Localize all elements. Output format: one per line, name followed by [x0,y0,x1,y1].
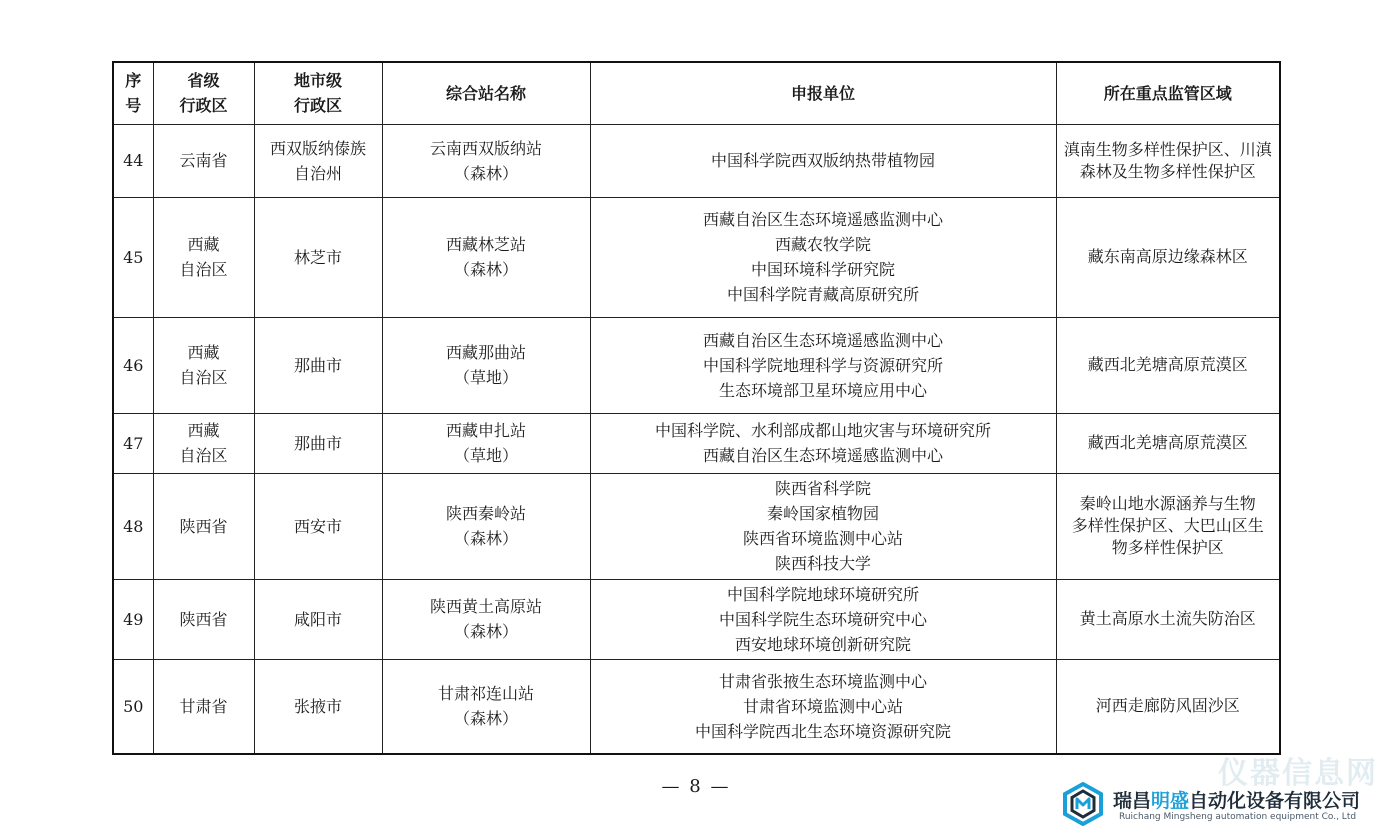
cell-region: 黄土高原水土流失防治区 [1056,579,1280,659]
cell-applicants: 中国科学院地球环境研究所 中国科学院生态环境研究中心 西安地球环境创新研究院 [590,579,1056,659]
cell-province: 云南省 [153,124,254,197]
cell-region: 藏西北羌塘高原荒漠区 [1056,317,1280,413]
table-row [113,317,1280,413]
company-logo [1063,782,1385,826]
company-subtitle: Ruichang Mingsheng automation equipment Co., Ltd [1119,812,1357,822]
cell-city: 咸阳市 [254,579,382,659]
header-station: 综合站名称 [382,62,590,124]
cell-city: 西安市 [254,473,382,579]
cell-region: 滇南生物多样性保护区、川滇 森林及生物多样性保护区 [1056,124,1280,197]
table-row [113,473,1280,579]
table-header-row [113,62,1280,124]
cell-city: 张掖市 [254,659,382,754]
cell-seq: 49 [113,579,153,659]
cell-applicants: 西藏自治区生态环境遥感监测中心 西藏农牧学院 中国环境科学研究院 中国科学院青藏高原研究所 [590,197,1056,317]
header-city: 地市级 行政区 [254,62,382,124]
cell-seq: 44 [113,124,153,197]
table-row [113,579,1280,659]
cell-applicants: 甘肃省张掖生态环境监测中心 甘肃省环境监测中心站 中国科学院西北生态环境资源研究院 [590,659,1056,754]
cell-station: 西藏那曲站 （草地） [382,317,590,413]
table-row [113,413,1280,473]
cell-region: 河西走廊防风固沙区 [1056,659,1280,754]
cell-applicants: 陕西省科学院 秦岭国家植物园 陕西省环境监测中心站 陕西科技大学 [590,473,1056,579]
table-row [113,124,1280,197]
cell-seq: 46 [113,317,153,413]
cell-province: 甘肃省 [153,659,254,754]
hexagon-logo-icon [1063,782,1103,826]
cell-seq: 48 [113,473,153,579]
cell-city: 那曲市 [254,317,382,413]
cell-station: 西藏申扎站 （草地） [382,413,590,473]
company-name: 瑞昌明盛自动化设备有限公司 [1113,790,1361,812]
table-row [113,659,1280,754]
cell-province: 陕西省 [153,579,254,659]
cell-region: 藏西北羌塘高原荒漠区 [1056,413,1280,473]
cell-city: 那曲市 [254,413,382,473]
cell-province: 陕西省 [153,473,254,579]
cell-city: 西双版纳傣族 自治州 [254,124,382,197]
cell-applicants: 中国科学院、水利部成都山地灾害与环境研究所 西藏自治区生态环境遥感监测中心 [590,413,1056,473]
cell-seq: 47 [113,413,153,473]
header-applicant: 申报单位 [590,62,1056,124]
cell-station: 甘肃祁连山站 （森林） [382,659,590,754]
cell-station: 陕西秦岭站 （森林） [382,473,590,579]
cell-region: 秦岭山地水源涵养与生物 多样性保护区、大巴山区生 物多样性保护区 [1056,473,1280,579]
cell-applicants: 中国科学院西双版纳热带植物园 [590,124,1056,197]
cell-station: 陕西黄土高原站 （森林） [382,579,590,659]
cell-station: 西藏林芝站 （森林） [382,197,590,317]
cell-province: 西藏 自治区 [153,197,254,317]
cell-applicants: 西藏自治区生态环境遥感监测中心 中国科学院地理科学与资源研究所 生态环境部卫星环境应用中心 [590,317,1056,413]
header-region: 所在重点监管区域 [1056,62,1280,124]
station-table [112,61,1281,755]
table-row [113,197,1280,317]
cell-city: 林芝市 [254,197,382,317]
cell-seq: 45 [113,197,153,317]
cell-region: 藏东南高原边缘森林区 [1056,197,1280,317]
watermark-text: 仪器信息网 [1218,756,1378,791]
page-number: — 8 — [661,776,731,797]
cell-province: 西藏 自治区 [153,413,254,473]
header-province: 省级 行政区 [153,62,254,124]
cell-province: 西藏 自治区 [153,317,254,413]
cell-seq: 50 [113,659,153,754]
cell-station: 云南西双版纳站 （森林） [382,124,590,197]
header-seq: 序 号 [113,62,153,124]
